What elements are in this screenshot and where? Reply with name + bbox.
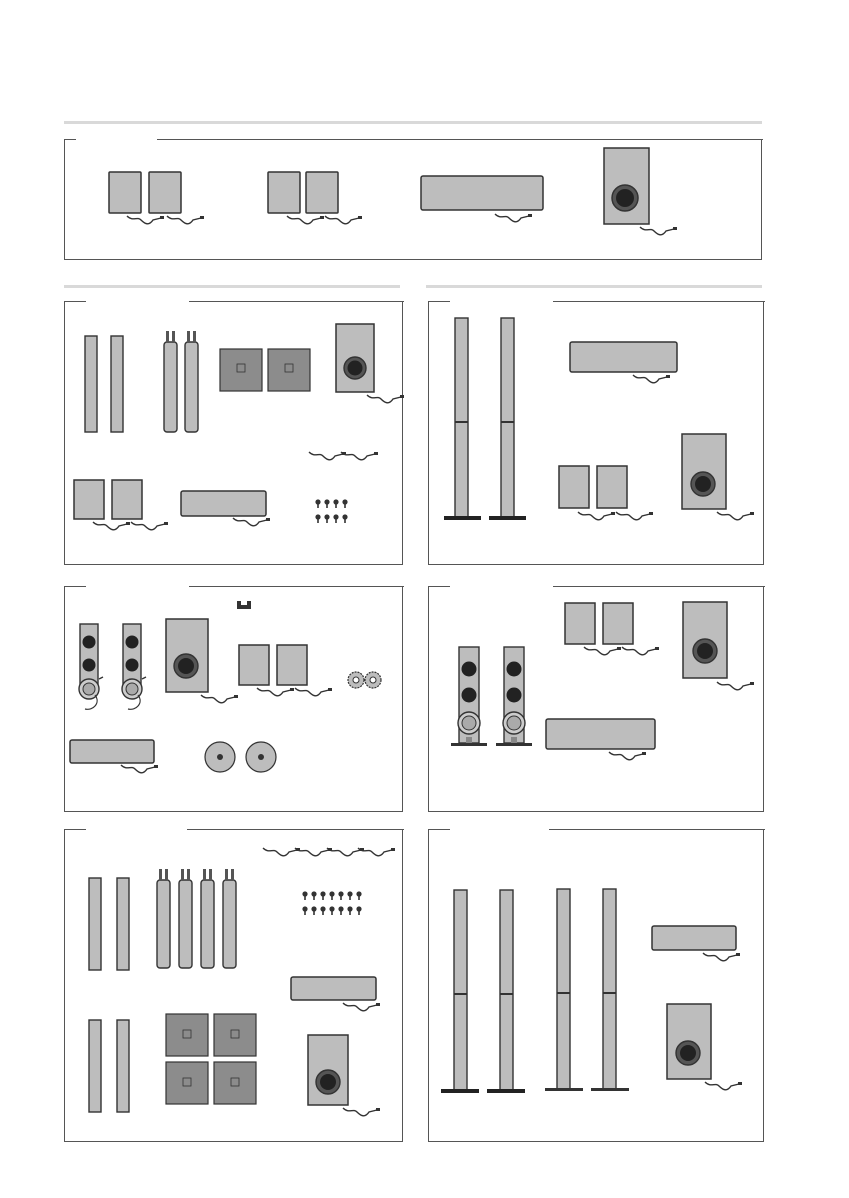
- panel-7-illustration: [429, 830, 765, 1142]
- screw-icon: [315, 499, 347, 523]
- center-speaker-icon: [291, 977, 380, 1011]
- base-plate-icon: [166, 1014, 256, 1104]
- panel-tallboy-kit: [64, 302, 403, 565]
- stand-pole-icon: [85, 336, 123, 432]
- nut-icon: [348, 672, 381, 688]
- subwoofer-icon: [166, 619, 238, 703]
- rear-speaker-icon: [559, 466, 653, 520]
- tower-speaker-icon: [79, 624, 146, 709]
- screw-icon: [302, 891, 361, 915]
- stand-base-icon: [205, 742, 276, 772]
- section-rule-right: [426, 285, 762, 288]
- subwoofer-icon: [682, 434, 754, 520]
- rear-speaker-icon: [239, 645, 332, 696]
- rear-speaker-icon: [565, 603, 659, 655]
- subwoofer-icon: [667, 1004, 742, 1090]
- base-plate-icon: [220, 349, 310, 391]
- panel-tallboy-assembled: [428, 302, 764, 565]
- stand-post-icon: [164, 331, 198, 432]
- subwoofer-icon: [683, 602, 754, 690]
- panel-7ch-kit: [64, 830, 403, 1142]
- center-speaker-icon: [652, 926, 740, 961]
- panel-hybrid-kit: [64, 587, 403, 812]
- center-speaker-icon: [570, 342, 677, 383]
- center-speaker-icon: [181, 491, 270, 526]
- panel-2-illustration: [65, 302, 404, 565]
- subwoofer-icon: [604, 148, 677, 235]
- panel-4-illustration: [65, 587, 404, 812]
- section-rule-top: [64, 121, 762, 124]
- panel-1-illustration: [65, 140, 763, 260]
- speaker-cable-icon: [263, 848, 395, 856]
- rear-speaker-icon: [268, 172, 362, 224]
- stand-post-icon: [157, 869, 236, 968]
- panel-7ch-assembled: [428, 830, 764, 1142]
- center-speaker-icon: [70, 740, 158, 773]
- subwoofer-icon: [308, 1035, 380, 1116]
- panel-hybrid-assembled: [428, 587, 764, 812]
- front-speaker-icon: [74, 480, 168, 530]
- tallboy-speaker-icon: [441, 889, 629, 1093]
- speaker-cable-icon: [309, 452, 378, 460]
- front-speaker-icon: [109, 172, 204, 224]
- panel-3-illustration: [429, 302, 765, 565]
- stand-pole-icon: [89, 878, 129, 1112]
- section-rule-left: [64, 285, 400, 288]
- center-speaker-icon: [546, 719, 655, 760]
- clip-icon: [237, 601, 251, 609]
- hybrid-tower-speaker-icon: [451, 647, 532, 746]
- panel-6-illustration: [65, 830, 404, 1142]
- center-speaker-icon: [421, 176, 543, 222]
- tallboy-speaker-icon: [444, 318, 526, 520]
- panel-5-illustration: [429, 587, 765, 812]
- subwoofer-icon: [336, 324, 404, 403]
- panel-satellite-speakers: [64, 140, 762, 260]
